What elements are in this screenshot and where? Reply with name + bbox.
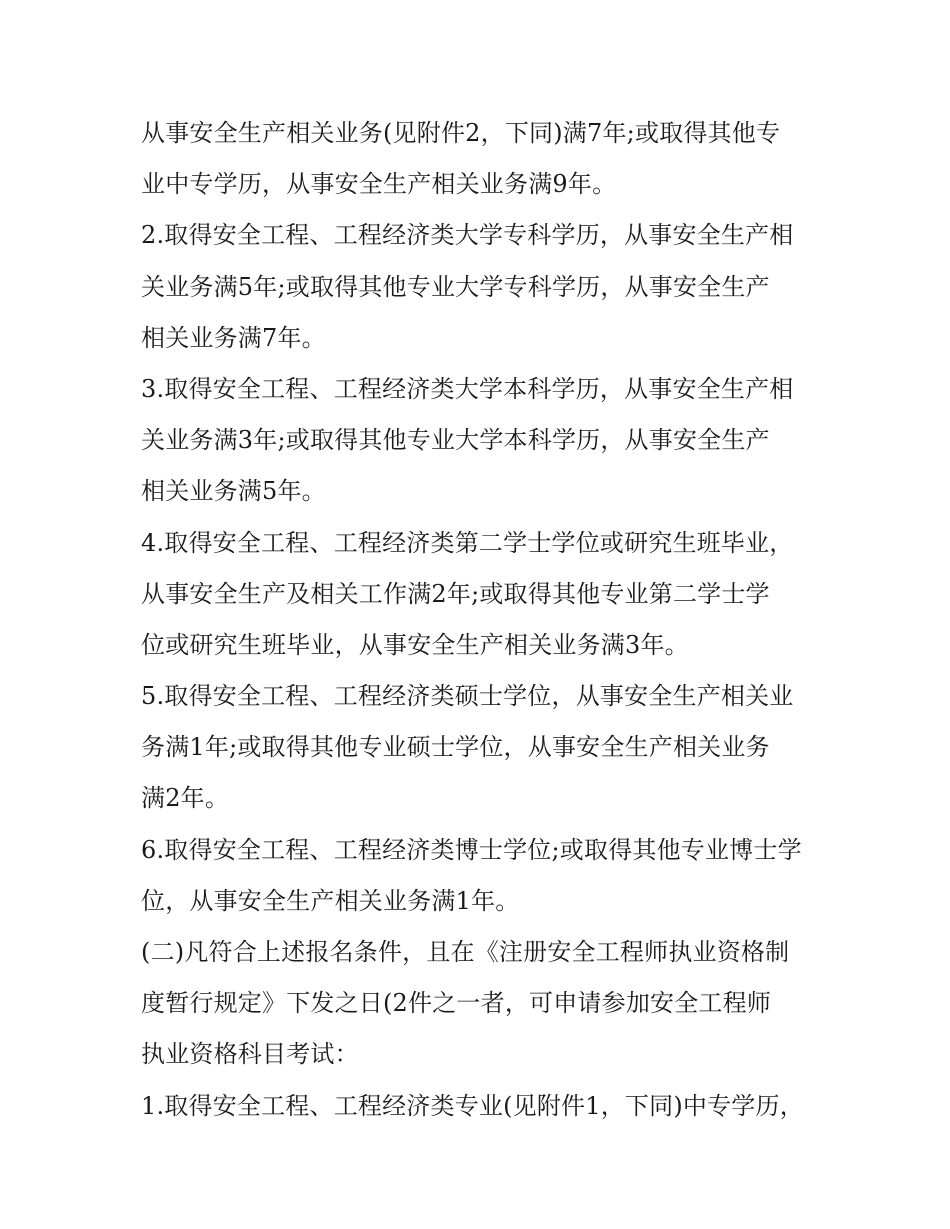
text-line: 1.取得安全工程、工程经济类专业(见附件1，下同)中专学历， (141, 1091, 804, 1120)
text-line: 相关业务满5年。 (141, 477, 326, 506)
text-line: 位，从事安全生产相关业务满1年。 (141, 886, 520, 915)
text-line: 关业务满5年;或取得其他专业大学专科学历，从事安全生产 (141, 272, 770, 301)
text-line: 关业务满3年;或取得其他专业大学本科学历，从事安全生产 (141, 426, 770, 455)
text-line: 从事安全生产相关业务(见附件2，下同)满7年;或取得其他专 (141, 119, 781, 147)
text-line: 3.取得安全工程、工程经济类大学本科学历，从事安全生产相 (141, 374, 794, 403)
text-line: 相关业务满7年。 (141, 323, 326, 352)
text-line: 从事安全生产及相关工作满2年;或取得其他专业第二学士学 (141, 579, 770, 608)
text-line: 5.取得安全工程、工程经济类硕士学位，从事安全生产相关业 (141, 682, 794, 711)
text-line: 满2年。 (141, 784, 230, 813)
text-line: 位或研究生班毕业，从事安全生产相关业务满3年。 (141, 630, 689, 659)
text-line: 2.取得安全工程、工程经济类大学专科学历，从事安全生产相 (141, 221, 794, 250)
text-line: 执业资格科目考试： (141, 1040, 359, 1069)
text-line: 度暂行规定》下发之日(2件之一者，可申请参加安全工程师 (141, 989, 772, 1018)
text-line: (二)凡符合上述报名条件，且在《注册安全工程师执业资格制 (141, 938, 790, 966)
text-line: 业中专学历，从事安全生产相关业务满9年。 (141, 170, 617, 199)
document-body (141, 108, 821, 1132)
text-line: 6.取得安全工程、工程经济类博士学位;或取得其他专业博士学 (141, 835, 802, 864)
text-line: 4.取得安全工程、工程经济类第二学士学位或研究生班毕业， (141, 528, 794, 557)
text-line: 务满1年;或取得其他专业硕士学位，从事安全生产相关业务 (141, 733, 770, 762)
